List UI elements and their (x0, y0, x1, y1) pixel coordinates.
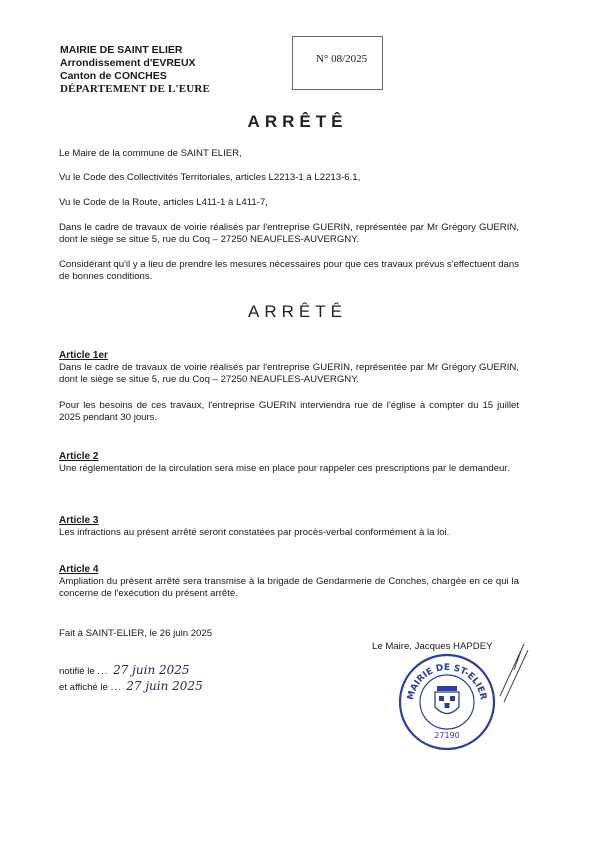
intro-considering: Considérant qu'il y a lieu de prendre les mesures nécessaires pour que ces travaux prévus s'effectuent dans de bonnes conditions. (59, 259, 519, 282)
header-arrondissement: Arrondissement d'EVREUX (60, 57, 196, 69)
posted-date: 27 juin 2025 (126, 679, 203, 693)
decree-number: N° 08/2025 (316, 53, 368, 65)
issuer-header (60, 44, 210, 96)
stamp-text: MAIRIE DE ST-ELIER (406, 662, 488, 701)
article-2-text: Une réglementation de la circulation sera mise en place pour rappeler ces prescriptions par le demandeur. (59, 463, 510, 474)
posted-label: et affiché le (59, 682, 108, 693)
dotted-leader: ... (97, 666, 109, 677)
mairie-stamp (397, 652, 497, 752)
stamp-postcode: 27190 (434, 731, 460, 740)
stamp-emblem (435, 686, 459, 714)
header-mairie: MAIRIE DE SAINT ELIER (60, 44, 183, 56)
intro-mayor: Le Maire de la commune de SAINT ELIER, (59, 148, 242, 159)
header-canton: Canton de CONCHES (60, 70, 167, 82)
page-title: ARRÊTÊ (247, 112, 348, 131)
notified-label: notifié le (59, 666, 95, 677)
decree-number-box (292, 36, 383, 90)
place-and-date: Fait à SAINT-ELIER, le 26 juin 2025 (59, 628, 213, 639)
article-4-heading: Article 4 (59, 564, 99, 575)
article-4-text: Ampliation du présent arrêté sera transmise à la brigade de Gendarmerie de Conches, chargée en ce qui la concerne de l'exécution du présent arrêté. (59, 576, 519, 599)
article-1-text: Dans le cadre de travaux de voirie réalisés par l'entreprise GUERIN, représentée par Mr Grégory GUERIN, dont le siège se situe 5, rue du Coq – 27250 NEAUFLES-AUVERGNY. (59, 362, 519, 385)
intro-code-route: Vu le Code de la Route, articles L411-1 à L411-7, (59, 197, 268, 208)
article-3-heading: Article 3 (59, 515, 99, 526)
mayor-signature-line: Le Maire, Jacques HAPDEY (372, 641, 493, 652)
posted-line (59, 679, 203, 693)
dotted-leader: ... (110, 682, 122, 693)
handwritten-signature (484, 640, 534, 710)
intro-code-collectivites: Vu le Code des Collectivités Territoriales, articles L2213-1 à L2213-6.1, (59, 172, 361, 183)
stamp-inner-ring (420, 675, 474, 729)
header-departement: DÉPARTEMENT DE L'EURE (60, 83, 211, 95)
notified-line (59, 663, 190, 677)
notified-date: 27 juin 2025 (113, 663, 190, 677)
article-3-text: Les infractions au présent arrêté seront constatées par procès-verbal conformément à la loi. (59, 527, 450, 538)
section-title: ARRÊTÊ (248, 302, 347, 321)
article-1-heading: Article 1er (59, 350, 108, 361)
article-2-heading: Article 2 (59, 451, 99, 462)
article-1-text-2: Pour les besoins de ces travaux, l'entreprise GUERIN interviendra rue de l'église à compter du 15 juillet 2025 pendant 30 jours. (59, 400, 519, 423)
intro-works-context: Dans le cadre de travaux de voirie réalisés par l'entreprise GUERIN, représentée par Mr Grégory GUERIN, dont le siège se situe 5, rue du Coq – 27250 NEAUFLES-AUVERGNY. (59, 222, 519, 245)
